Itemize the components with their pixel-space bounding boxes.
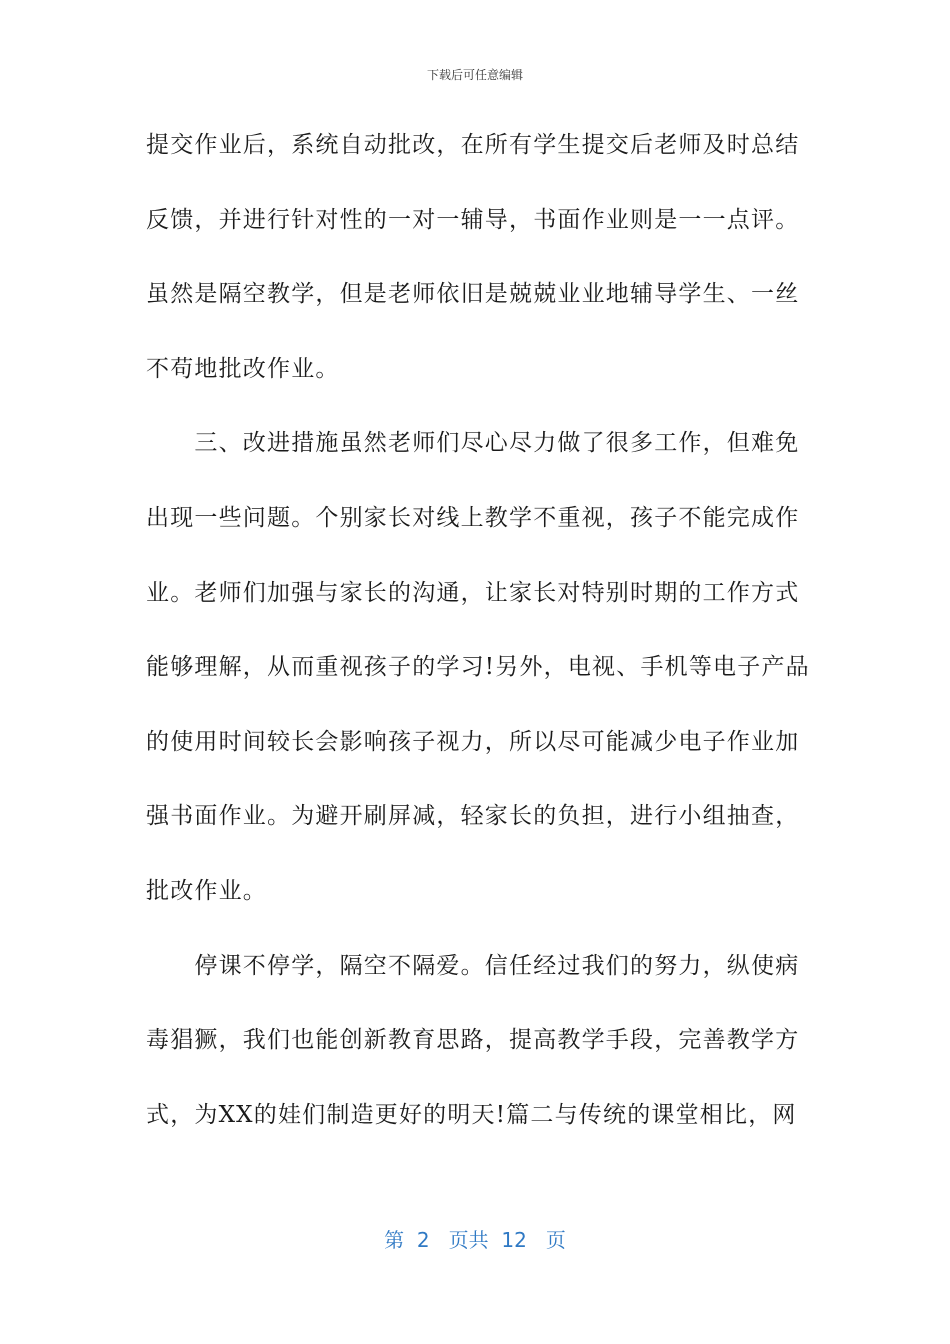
text-line: 批改作业。 [146,877,267,904]
page-number [0,1224,950,1253]
text-line: 虽然是隔空教学，但是老师依旧是兢兢业业地辅导学生、一丝 [146,281,800,308]
document-body [146,119,810,1163]
page-number-label: 第 2 页共 12 页 [384,1228,566,1252]
text-line: 毒猖獗，我们也能创新教育思路，提高教学手段，完善教学方 [146,1027,800,1054]
text-line: 强书面作业。为避开刷屏减，轻家长的负担，进行小组抽查， [146,803,800,830]
text-line: 式，为XX的娃们制造更好的明天!篇二与传统的课堂相比，网 [146,1101,797,1128]
text-line: 出现一些问题。个别家长对线上教学不重视，孩子不能完成作 [146,504,800,531]
text-line: 反馈，并进行针对性的一对一辅导，书面作业则是一一点评。 [146,206,800,233]
text-line: 能够理解，从而重视孩子的学习!另外，电视、手机等电子产品 [146,654,810,681]
download-note: 下载后可任意编辑 [426,68,523,82]
text-line: 三、改进措施虽然老师们尽心尽力做了很多工作，但难免 [146,430,800,457]
text-line: 不苟地批改作业。 [146,355,340,382]
text-line: 的使用时间较长会影响孩子视力，所以尽可能减少电子作业加 [146,728,800,755]
text-line: 停课不停学，隔空不隔爱。信任经过我们的努力，纵使病 [146,952,800,979]
text-line: 业。老师们加强与家长的沟通，让家长对特别时期的工作方式 [146,579,800,606]
text-line: 提交作业后，系统自动批改，在所有学生提交后老师及时总结 [146,132,800,158]
